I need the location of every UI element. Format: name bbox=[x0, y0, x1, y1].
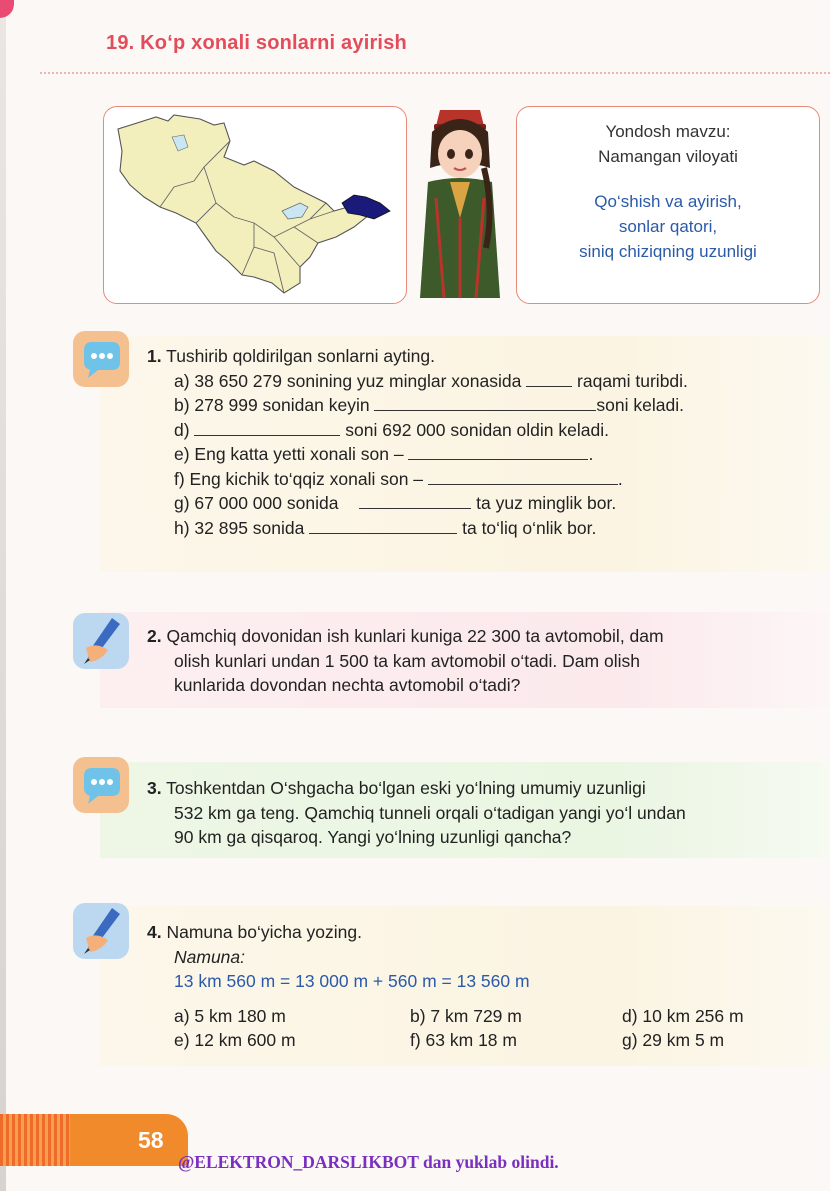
task1-item-e: e) Eng katta yetti xonali son – . bbox=[174, 444, 594, 464]
title-divider bbox=[40, 72, 830, 74]
task-number: 1. bbox=[147, 346, 162, 366]
page-edge bbox=[0, 0, 6, 1191]
task-line: 90 km ga qisqaroq. Yangi yo‘lning uzunligi qancha? bbox=[174, 827, 572, 847]
topic-region: Namangan viloyati bbox=[598, 147, 738, 166]
task-line: olish kunlari undan 1 500 ta kam avtomobil o‘tadi. Dam olish bbox=[174, 650, 640, 671]
topic-item: sonlar qatori, bbox=[618, 217, 718, 236]
page-number: 58 bbox=[138, 1127, 164, 1153]
exercise-row bbox=[147, 1004, 744, 1029]
task3 bbox=[147, 776, 686, 850]
task1-item-d: d) soni 692 000 sonidan oldin keladi. bbox=[174, 419, 609, 440]
task1-item-a: a) 38 650 279 sonining yuz minglar xonasida raqami turibdi. bbox=[174, 370, 688, 391]
exercise-item: e) 12 km 600 m bbox=[174, 1030, 296, 1050]
task-line: Toshkentdan O‘shgacha bo‘lgan eski yo‘lning umumiy uzunligi bbox=[166, 778, 646, 798]
task-line: Qamchiq dovonidan ish kunlari kuniga 22 300 ta avtomobil, dam bbox=[166, 626, 664, 646]
exercise-item: a) 5 km 180 m bbox=[174, 1005, 286, 1026]
task-number: 4. bbox=[147, 922, 162, 942]
answer-blank[interactable] bbox=[309, 518, 457, 534]
pencil-hand-icon bbox=[72, 902, 130, 960]
speech-bubble-icon bbox=[72, 330, 130, 388]
answer-blank[interactable] bbox=[194, 420, 340, 436]
map-panel bbox=[103, 106, 407, 304]
topic-item: siniq chiziqning uzunligi bbox=[579, 242, 757, 261]
sample-label: Namuna: bbox=[174, 946, 246, 967]
sample-equation: 13 km 560 m = 13 000 m + 560 m = 13 560 m bbox=[174, 971, 530, 991]
task-line: kunlarida dovondan nechta avtomobil o‘tadi? bbox=[174, 675, 521, 695]
answer-blank[interactable] bbox=[526, 371, 572, 387]
corner-tab bbox=[0, 0, 14, 18]
task2 bbox=[147, 624, 664, 698]
task1-item-f: f) Eng kichik to‘qqiz xonali son – . bbox=[174, 468, 623, 489]
topic-heading: Yondosh mavzu: bbox=[605, 122, 731, 141]
girl-illustration bbox=[410, 98, 510, 308]
task1-item-g: g) 67 000 000 sonida ta yuz minglik bor. bbox=[174, 493, 617, 513]
task4 bbox=[147, 920, 744, 1053]
task-number: 2. bbox=[147, 626, 162, 646]
task-number: 3. bbox=[147, 778, 162, 798]
answer-blank[interactable] bbox=[408, 444, 588, 460]
exercise-item: g) 29 km 5 m bbox=[622, 1030, 725, 1050]
task1 bbox=[147, 344, 688, 540]
task1-item-b: b) 278 999 sonidan keyin soni keladi. bbox=[174, 395, 684, 415]
topic-panel bbox=[516, 106, 820, 304]
exercise-item: f) 63 km 18 m bbox=[410, 1030, 517, 1050]
answer-blank[interactable] bbox=[374, 395, 596, 411]
task-line: 532 km ga teng. Qamchiq tunneli orqali o‘tadigan yangi yo‘l undan bbox=[174, 802, 686, 823]
task-prompt: Tushirib qoldirilgan sonlarni ayting. bbox=[166, 346, 435, 366]
task1-item-h: h) 32 895 sonida ta to‘liq o‘nlik bor. bbox=[174, 517, 597, 538]
topic-item: Qo‘shish va ayirish, bbox=[594, 192, 742, 211]
answer-blank[interactable] bbox=[428, 469, 618, 485]
task-prompt: Namuna bo‘yicha yozing. bbox=[166, 922, 363, 942]
lesson-title: 19. Ko‘p xonali sonlarni ayirish bbox=[106, 32, 407, 54]
pencil-hand-icon bbox=[72, 612, 130, 670]
map-of-uzbekistan bbox=[104, 107, 406, 303]
exercise-row bbox=[147, 1028, 744, 1053]
exercise-item: b) 7 km 729 m bbox=[410, 1005, 522, 1026]
footer-credit: @ELEKTRON_DARSLIKBOT dan yuklab olindi. bbox=[178, 1152, 559, 1172]
speech-bubble-icon bbox=[72, 756, 130, 814]
answer-blank[interactable] bbox=[359, 493, 471, 509]
exercise-item: d) 10 km 256 m bbox=[622, 1005, 744, 1026]
